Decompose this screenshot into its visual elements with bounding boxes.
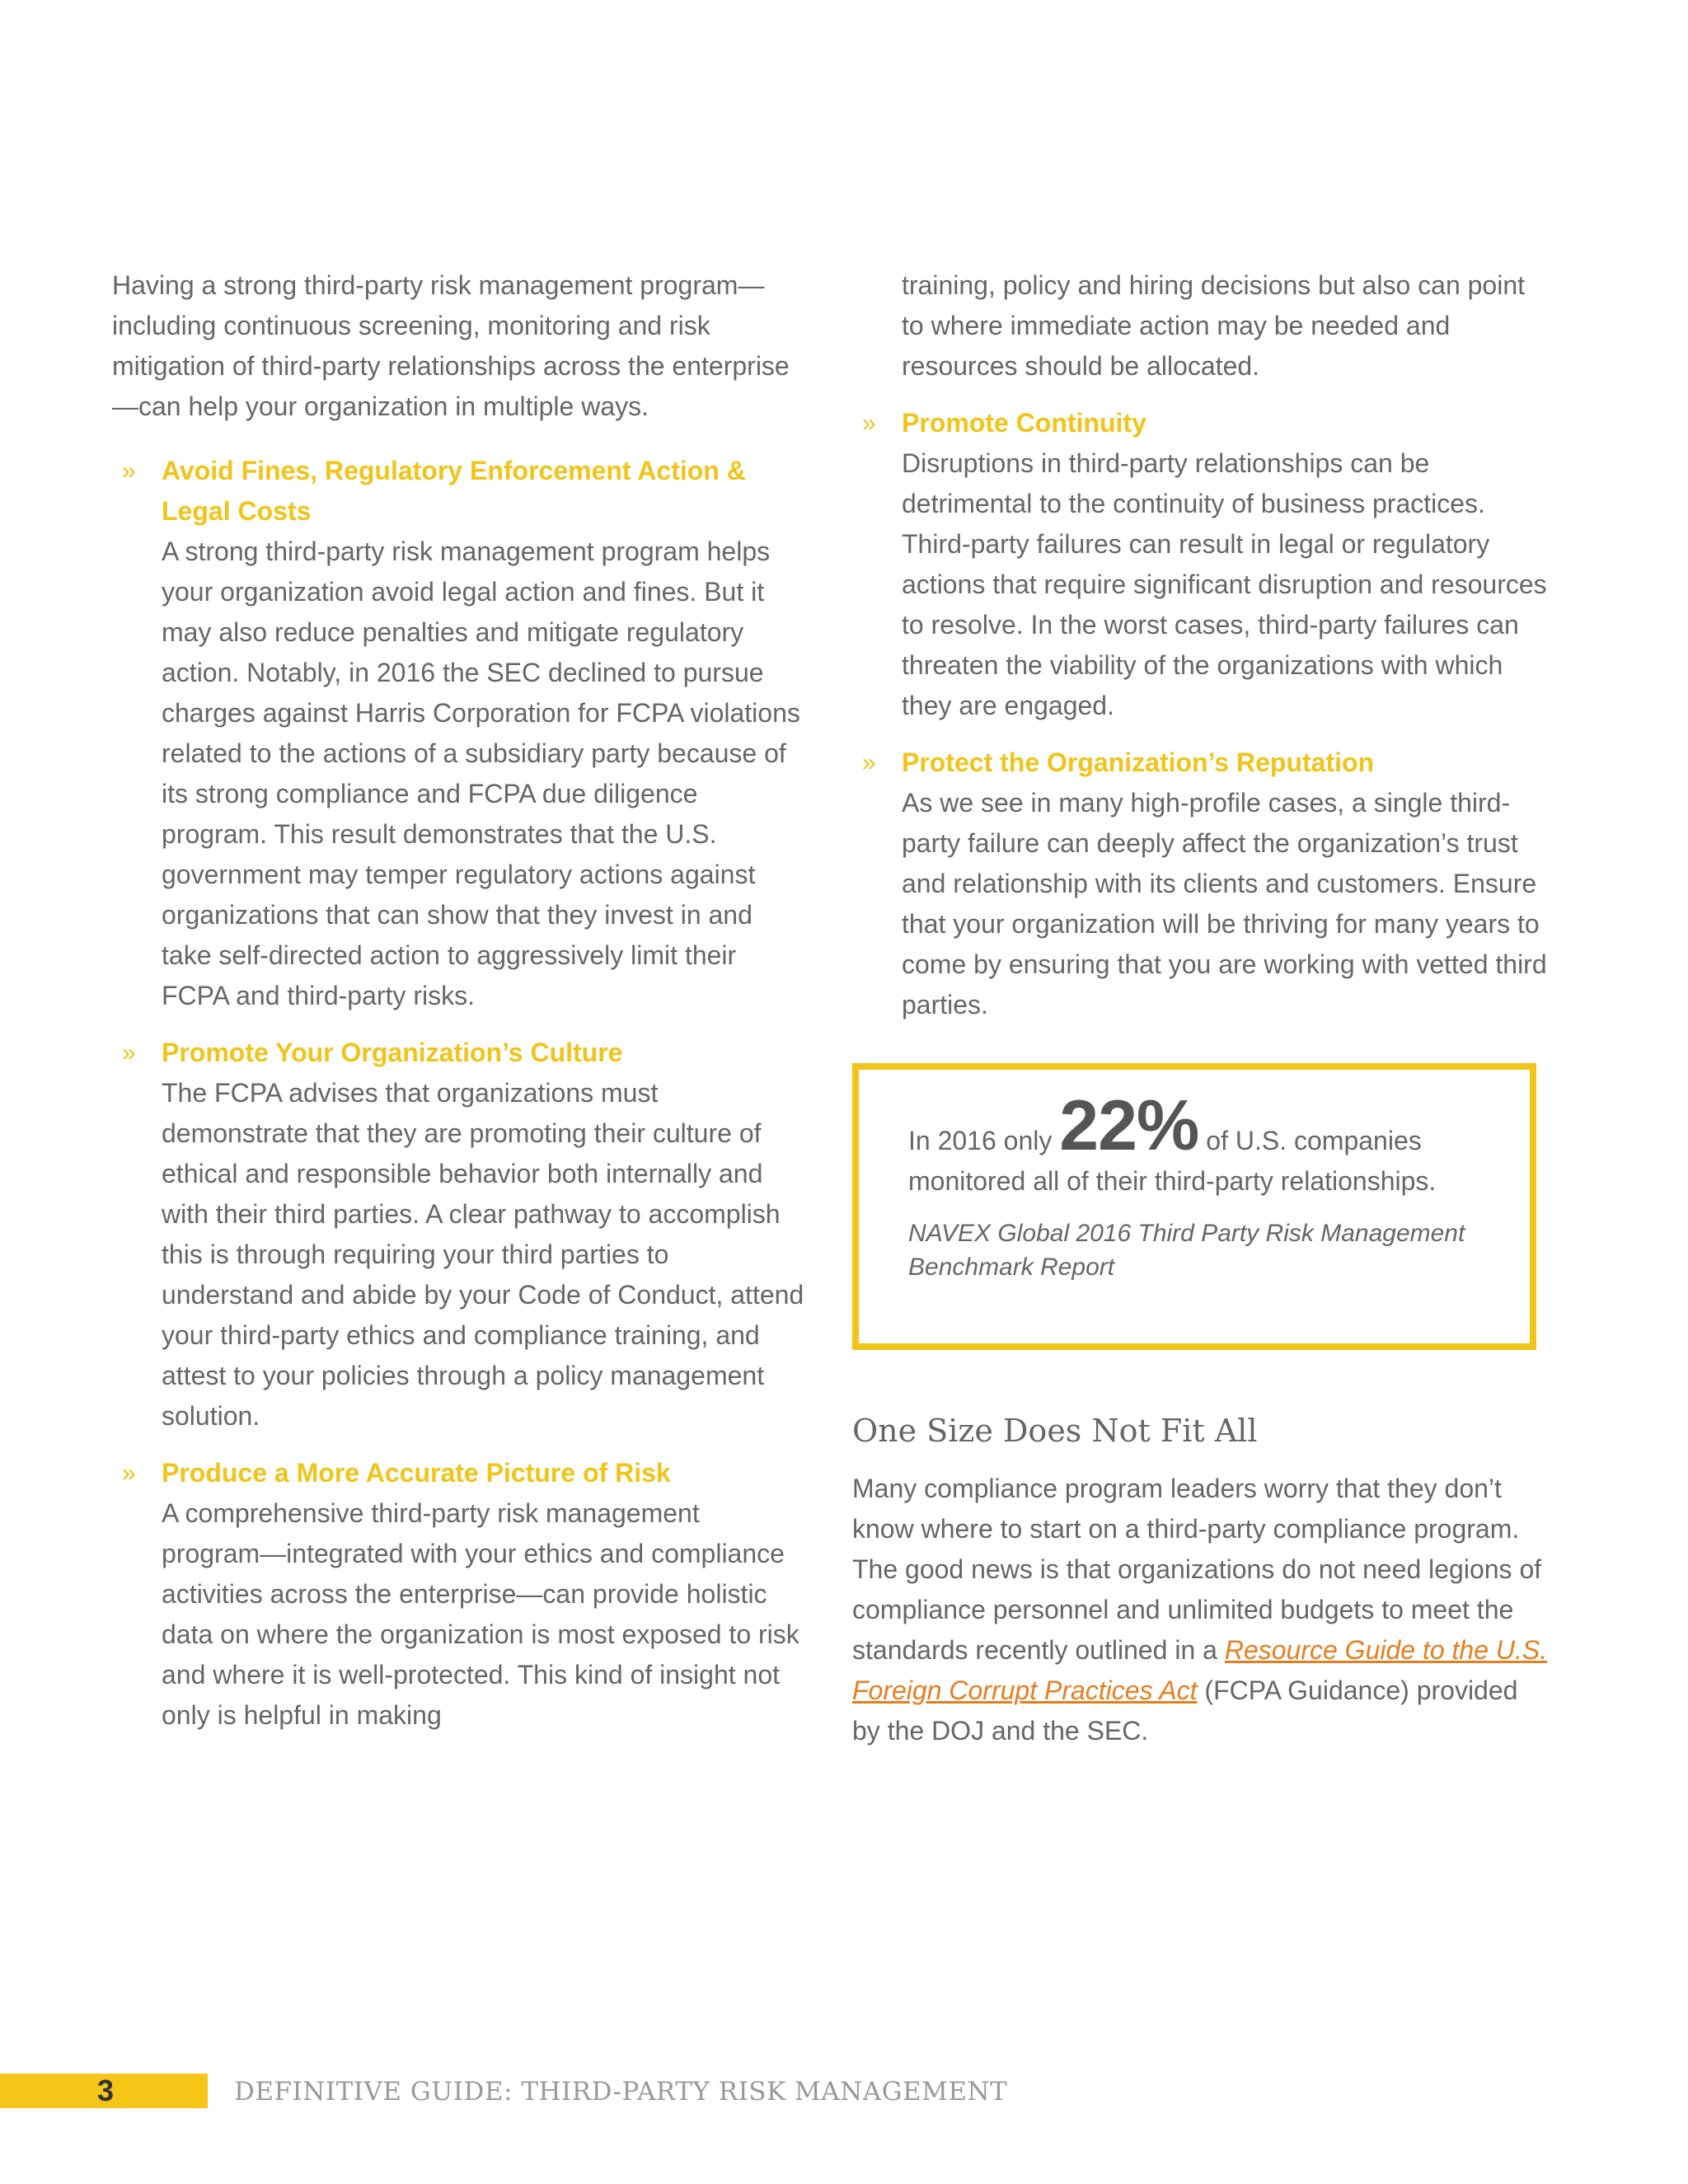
stat-line-2: monitored all of their third-party relationships. (908, 1166, 1437, 1196)
section-body-before: Many compliance program leaders worry that they don’t know where to start on a third-party compliance program. The good news is that organizations do not need legions of compliance personnel and unlimited budgets to meet the standards recently outlined in a (852, 1474, 1542, 1665)
footer-title: DEFINITIVE GUIDE: THIRD-PARTY RISK MANAGEMENT (234, 2077, 1008, 2107)
bullet-marker: » (862, 749, 876, 776)
bullet-protect-reputation (852, 743, 1553, 1025)
stat-callout-box (852, 1063, 1536, 1350)
bullet-marker: » (122, 1460, 136, 1487)
section-heading: One Size Does Not Fit All (852, 1413, 1258, 1449)
bullet-avoid-fines (112, 451, 804, 1016)
bullet-picture-of-risk (112, 1453, 804, 1736)
bullet-body: A comprehensive third-party risk management program—integrated with your ethics and compliance activities across the enterprise—can provide holistic data on where the organization is most exposed to risk and where it is well-protected. This kind of insight not only is helpful in making (162, 1498, 799, 1730)
bullet-promote-continuity (852, 403, 1553, 726)
stat-number: 22% (1059, 1086, 1199, 1165)
stat-suffix: of U.S. companies (1206, 1126, 1422, 1155)
bullet-body: The FCPA advises that organizations must demonstrate that they are promoting their culture of ethical and responsible behavior both internally and with their third parties. A clear pathway to accomplish this is through requiring your third parties to understand and abide by your Code of Conduct, attend your third-party ethics and compliance training, and attest to your policies through a policy management solution. (162, 1078, 804, 1431)
intro-paragraph: Having a strong third-party risk management program—including continuous screening, monitoring and risk mitigation of third-party relationships across the enterprise—can help your organization in multiple ways. (112, 270, 790, 421)
section-body-after: (FCPA Guidance) provided by the DOJ and the SEC. (852, 1675, 1518, 1746)
bullet-title: Avoid Fines, Regulatory Enforcement Action & Legal Costs (162, 456, 746, 526)
bullet-title: Produce a More Accurate Picture of Risk (162, 1458, 671, 1488)
resource-guide-link[interactable]: Resource Guide to the U.S. Foreign Corrupt Practices Act (852, 1635, 1548, 1705)
bullet-marker: » (862, 410, 876, 437)
bullet-title: Protect the Organization’s Reputation (902, 748, 1375, 777)
bullet-body: Disruptions in third-party relationships can be detrimental to the continuity of business practices. Third-party failures can result in legal or regulatory actions that require significant disruption and resources to resolve. In the worst cases, third-party failures can threaten the viability of the organizations with which they are engaged. (902, 448, 1547, 720)
bullet-marker: » (122, 457, 136, 485)
bullet-title: Promote Your Organization’s Culture (162, 1038, 623, 1067)
bullet-marker: » (122, 1039, 136, 1066)
stat-line-1 (908, 1086, 1480, 1165)
bullet-body: A strong third-party risk management program helps your organization avoid legal action and fines. But it may also reduce penalties and mitigate regulatory action. Notably, in 2016 the SEC declined to pursue charges against Harris Corporation for FCPA violations related to the actions of a subsidiary party because of its strong compliance and FCPA due diligence program. This result demonstrates that the U.S. government may temper regulatory actions against organizations that can show that they invest in and take self-directed action to aggressively limit their FCPA and third-party risks. (162, 537, 800, 1010)
section-body (852, 1469, 1553, 1751)
bullet-promote-culture (112, 1033, 804, 1436)
right-column (852, 265, 1553, 1025)
page-number: 3 (97, 2074, 115, 2107)
bullet-title: Promote Continuity (902, 408, 1146, 438)
left-column (112, 265, 804, 1736)
continuation-paragraph: training, policy and hiring decisions but also can point to where immediate action may be needed and resources should be allocated. (902, 270, 1526, 381)
stat-prefix: In 2016 only (908, 1126, 1053, 1155)
stat-source: NAVEX Global 2016 Third Party Risk Management Benchmark Report (908, 1220, 1465, 1281)
bullet-body: As we see in many high-profile cases, a single third-party failure can deeply affect the organization’s trust and relationship with its clients and customers. Ensure that your organization will be thriving for many years to come by ensuring that you are working with vetted third parties. (902, 788, 1547, 1019)
